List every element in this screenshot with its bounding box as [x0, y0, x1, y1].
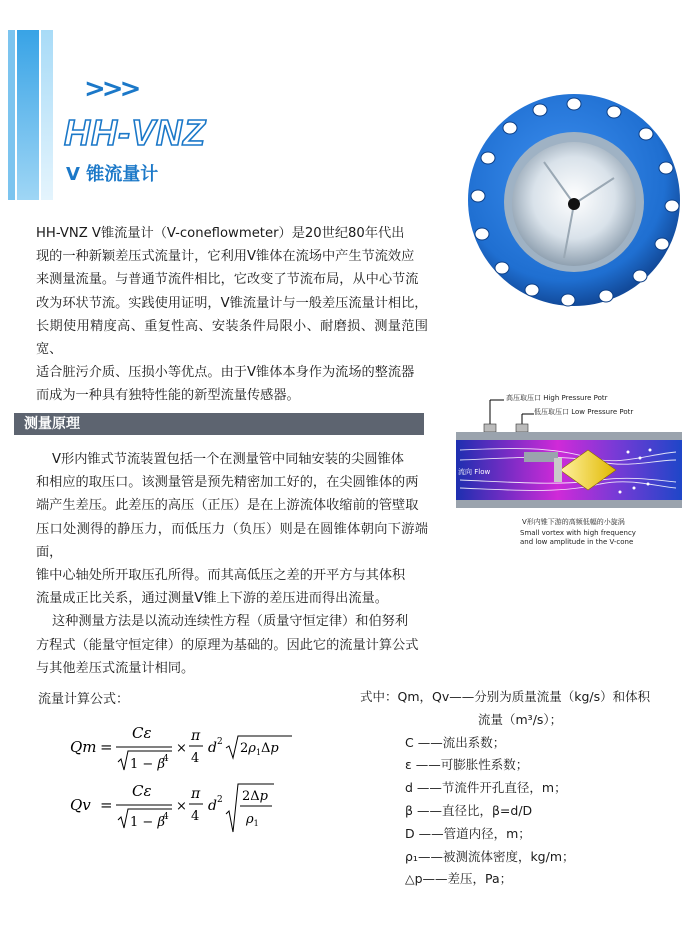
intro-line: 改为环状节流。实践使用证明，V锥流量计与一般差压流量计相比， [36, 295, 428, 311]
legend-item: C ——流出系数； [405, 734, 506, 750]
intro-line: 来测量流量。与普通节流件相比，它改变了节流布局，从中心节流 [36, 272, 419, 288]
svg-text:Cε: Cε [132, 782, 152, 800]
header-stripe-3 [41, 30, 53, 200]
formula-qm [60, 718, 320, 776]
header-stripe-1 [8, 30, 15, 200]
header-stripe-2 [17, 30, 39, 200]
intro-paragraph [36, 222, 428, 408]
model-title: HH-VNZ [64, 112, 206, 153]
svg-text:×: × [176, 741, 187, 756]
principle-line: 压口处测得的静压力，而低压力（负压）则是在圆锥体朝向下游端面， [36, 521, 428, 560]
principle-paragraph [36, 448, 428, 680]
legend-item: β ——直径比，β=d/D [405, 802, 533, 818]
principle-line: 锥中心轴处所开取压孔所得。而其高低压之差的开平方与其体积 [36, 568, 406, 584]
principle-line: 流量成正比关系，通过测量V锥上下游的差压进而得出流量。 [36, 591, 388, 607]
legend-item: ρ₁——被测流体密度，kg/m； [405, 848, 575, 864]
section-title: 测量原理 [24, 416, 80, 432]
svg-text:2Δp: 2Δp [242, 789, 268, 804]
svg-text:4: 4 [191, 751, 200, 766]
formula-legend [360, 686, 650, 891]
diagram-caption-en-2: and low amplitude in the V-cone [520, 538, 634, 546]
product-title: V 锥流量计 [66, 164, 159, 185]
svg-text:1 − β: 1 − β [130, 815, 165, 830]
svg-text:ρ1: $\rho_1$ [246, 812, 259, 828]
legend-item: D ——管道内径，m； [405, 825, 531, 841]
diagram-caption-cn: V形内锥下游的高频低幅的小旋涡 [522, 518, 625, 526]
legend-item: d ——节流件开孔直径，m； [405, 780, 567, 796]
qv-lhs: Qv [70, 796, 91, 814]
principle-line: V形内锥式节流装置包括一个在测量管中同轴安装的尖圆锥体 [52, 452, 404, 467]
intro-line: 长期使用精度高、重复性高、安装条件局限小、耐磨损、测量范围宽、 [36, 318, 428, 358]
intro-line: 现的一种新颖差压式流量计，它利用V锥体在流场中产生节流效应 [36, 249, 415, 265]
svg-text:π: π [191, 728, 201, 744]
principle-line: 与其他差压式流量计相同。 [36, 660, 195, 676]
legend-line: 式中：Qm，Qv——分别为质量流量（kg/s）和体积 [360, 689, 651, 704]
flowmeter-photo [464, 82, 686, 312]
svg-text:Cε: Cε [132, 724, 152, 742]
principle-line: 和相应的取压口。该测量管是预先精密加工好的，在尖圆锥体的两 [36, 475, 419, 491]
legend-item: △p——差压，Pa； [405, 871, 513, 887]
svg-text:2ρ1Δp: $2\rho_1\Delta p$ [240, 741, 279, 757]
intro-line: HH-VNZ V锥流量计（V-coneflowmeter）是20世纪80年代出 [36, 226, 405, 241]
svg-text:4: 4 [163, 812, 169, 822]
formula-label: 流量计算公式： [38, 692, 130, 707]
svg-text:4: 4 [163, 754, 169, 764]
formula-qv [60, 778, 320, 842]
principle-line: 这种测量方法是以流动连续性方程（质量守恒定律）和伯努利 [52, 614, 409, 630]
svg-text:d: d [208, 740, 217, 756]
high-pressure-label: 高压取压口 High Pressure Potr [506, 394, 608, 402]
chevron-icon: >>> [84, 74, 138, 104]
flow-label: 流向 Flow [458, 468, 491, 476]
svg-text:1 − β: 1 − β [130, 757, 165, 772]
svg-text:=: = [100, 796, 113, 814]
vcone-diagram [450, 388, 686, 558]
svg-text:d: d [208, 798, 217, 814]
svg-text:4: 4 [191, 809, 200, 824]
low-pressure-label: 低压取压口 Low Pressure Potr [534, 408, 634, 416]
legend-item: ε ——可膨胀性系数； [405, 757, 529, 773]
intro-line: 而成为一种具有独特性能的新型流量传感器。 [36, 388, 300, 404]
qm-lhs: Qm [70, 738, 97, 756]
diagram-caption-en-1: Small vortex with high frequency [520, 529, 636, 537]
svg-text:2: 2 [217, 795, 223, 805]
section-header [14, 413, 424, 435]
svg-text:π: π [191, 786, 201, 802]
svg-text:2: 2 [217, 737, 223, 747]
legend-line: 流量（m³/s）； [478, 711, 563, 727]
principle-line: 方程式（能量守恒定律）的原理为基础的。因此它的流量计算公式 [36, 637, 419, 653]
svg-text:=: = [100, 738, 113, 756]
svg-text:×: × [176, 799, 187, 814]
intro-line: 适合脏污介质、压损小等优点。由于V锥体本身作为流场的整流器 [36, 365, 415, 381]
principle-line: 端产生差压。此差压的高压（正压）是在上游流体收缩前的管壁取 [36, 498, 419, 514]
